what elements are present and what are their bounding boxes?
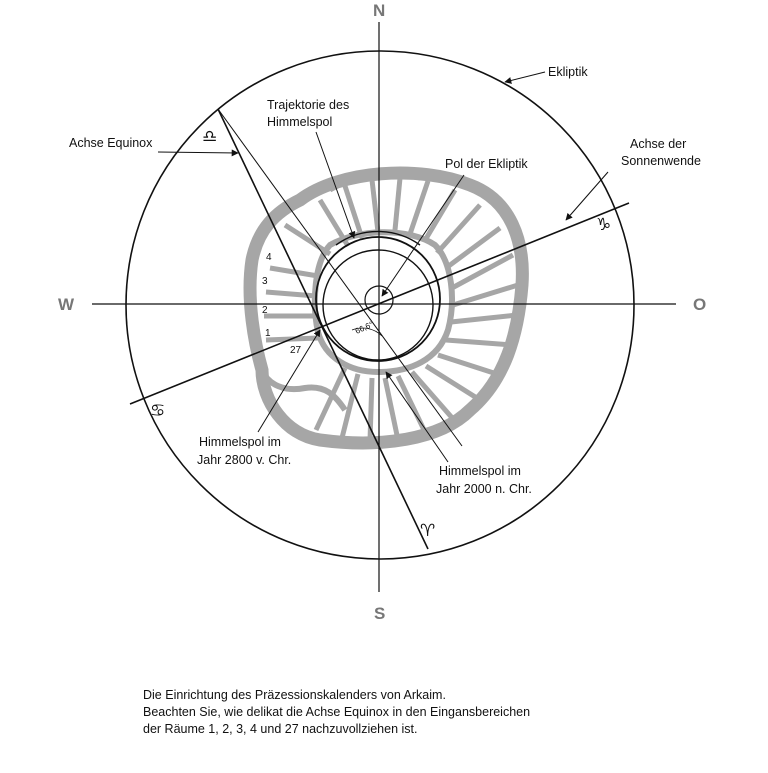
- room-number-2: 2: [262, 305, 268, 316]
- himmelspol-2800-label-line1: Himmelspol im: [199, 435, 281, 449]
- sonnenwende-label-line2: Sonnenwende: [621, 154, 701, 168]
- caption-line-2: Beachten Sie, wie delikat die Achse Equinox in den Eingansbereichen: [143, 705, 531, 719]
- inner-ring-circle: [323, 250, 433, 360]
- celestial-pole-trajectory-circle: [316, 237, 440, 361]
- compass-south: S: [374, 604, 386, 623]
- achse-equinox-leader: [158, 152, 238, 153]
- compass-west: W: [58, 295, 75, 314]
- caption-line-3: der Räume 1, 2, 3, 4 und 27 nachzuvollziehen ist.: [143, 722, 418, 736]
- cancer-symbol: ♋: [150, 401, 166, 421]
- room-number-4: 4: [266, 252, 272, 263]
- himmelspol-2000-label-line1: Himmelspol im: [439, 464, 521, 478]
- capricorn-symbol: ♑: [596, 215, 612, 235]
- ekliptik-leader: [505, 72, 545, 82]
- compass-axes: [92, 22, 676, 592]
- himmelspol-2000-label-line2: Jahr 2000 n. Chr.: [436, 482, 532, 496]
- compass-east: O: [693, 295, 707, 314]
- sonnenwende-label-line1: Achse der: [630, 137, 687, 151]
- angle-label: 66,6°: [353, 319, 375, 336]
- achse-equinox-label: Achse Equinox: [69, 136, 153, 150]
- caption: [143, 687, 703, 738]
- ruin-outer-wall: [250, 173, 522, 443]
- sonnenwende-leader: [566, 172, 608, 220]
- room-number-1: 1: [265, 328, 271, 339]
- himmelspol-2800-label-line2: Jahr 2800 v. Chr.: [197, 453, 292, 467]
- libra-symbol: ♎: [202, 127, 218, 147]
- trajektorie-label-line2: Himmelspol: [267, 115, 333, 129]
- room-number-3: 3: [262, 276, 268, 287]
- trajektorie-label-line1: Trajektorie des: [267, 98, 350, 112]
- ekliptik-label: Ekliptik: [548, 65, 588, 79]
- pol-ekliptik-label: Pol der Ekliptik: [445, 157, 528, 171]
- aries-symbol: ♈: [420, 521, 436, 541]
- compass-north: N: [373, 1, 386, 20]
- arkaim-ruin: [250, 173, 522, 443]
- caption-line-1: Die Einrichtung des Präzessionskalenders von Arkaim.: [143, 688, 446, 702]
- room-number-27: 27: [290, 345, 302, 356]
